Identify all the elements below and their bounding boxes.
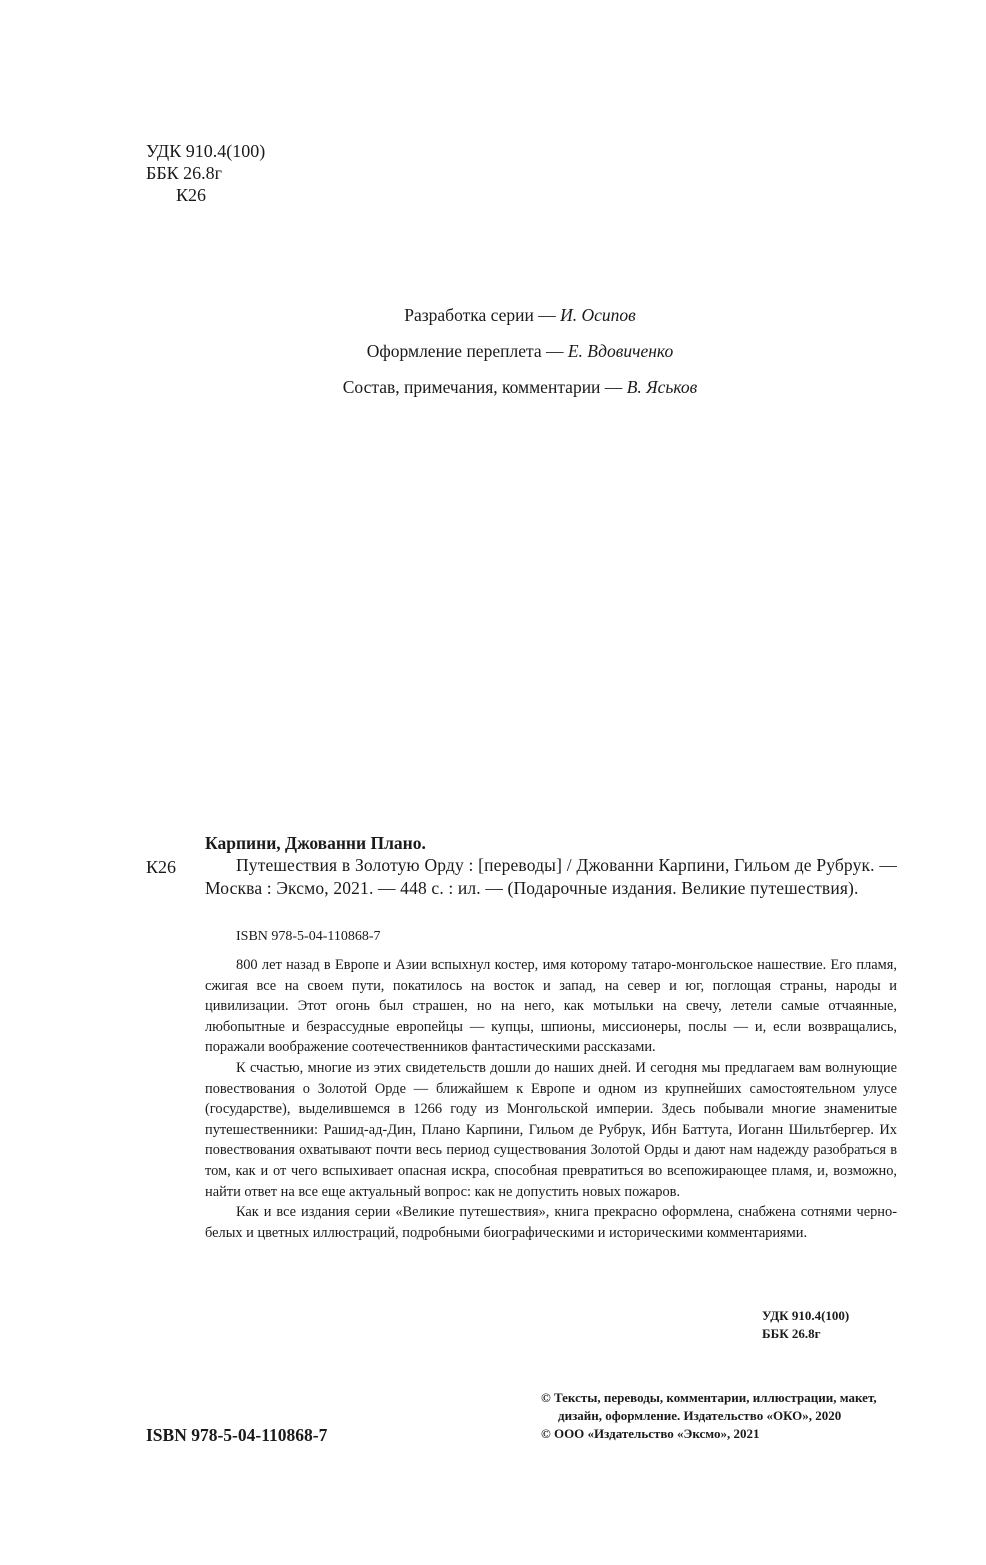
annotation (205, 955, 897, 1243)
udk-code: УДК 910.4(100) (762, 1308, 850, 1323)
classification-top (146, 140, 265, 206)
bbk-code: ББК 26.8г (146, 163, 223, 183)
credits (0, 305, 986, 413)
credit-role: Состав, примечания, комментарии — (342, 377, 627, 397)
credit-name: В. Яськов (626, 377, 698, 397)
credit-name: И. Осипов (560, 305, 636, 325)
classification-bottom (762, 1307, 849, 1343)
annotation-paragraph: 800 лет назад в Европе и Азии вспыхнул костер, имя которому татаро-монгольское нашествие. Его пламя, сжигая все на своем пути, покатилось на восток и запад, на север и юг, поглощая страны, народы и цивилизации. Этот огонь был страшен, но на него, как мотыльки на свечу, летели самые отчаянные, любопытные и безрассудные европейцы — купцы, шпионы, миссионеры, послы — и, если возвращались, поражали воображение соотечественников фантастическими рассказами. (205, 957, 897, 1056)
credit-role: Оформление переплета — (366, 341, 568, 361)
isbn-bottom: ISBN 978-5-04-110868-7 (146, 1425, 328, 1445)
bib-description: Путешествия в Золотую Орду : [переводы] / Джованни Карпини, Гильом де Рубрук. — Москва : Эксмо, 2021. — 448 с. : ил. — (Подарочные издания. Великие путешествия). (205, 855, 897, 898)
copyright (541, 1389, 899, 1443)
bib-author-mark: К26 (146, 857, 177, 877)
credit-series (0, 305, 986, 341)
credit-cover (0, 341, 986, 377)
copyright-line: © ООО «Издательство «Эксмо», 2021 (541, 1426, 760, 1441)
bib-isbn: ISBN 978-5-04-110868-7 (236, 929, 381, 944)
annotation-paragraph: К счастью, многие из этих свидетельств дошли до наших дней. И сегодня мы предлагаем вам волнующие повествования о Золотой Орде — ближайшем к Европе и одном из крупнейших самостоятельном улусе (государстве), выделившемся в 1266 году из Монгольской империи. Здесь побывали многие знаменитые путешественники: Рашид-ад-Дин, Плано Карпини, Гильом де Рубрук, Ибн Баттута, Иоганн Шильтбергер. Их повествования охватывают почти весь период существования Золотой Орды и дают нам надежду разобраться в том, как и от чего вспыхивает опасная искра, способная превратиться во всепожирающее пламя, и, возможно, найти ответ на все еще актуальный вопрос: как не допустить новых пожаров. (205, 1059, 897, 1200)
credit-name: Е. Вдовиченко (567, 341, 674, 361)
bib-author: Карпини, Джованни Плано. (205, 833, 426, 853)
udk-code: УДК 910.4(100) (146, 141, 266, 161)
credit-notes (0, 377, 986, 413)
bbk-code: ББК 26.8г (762, 1326, 821, 1341)
author-mark: К26 (176, 185, 207, 205)
credit-role: Разработка серии — (404, 305, 561, 325)
copyright-line: дизайн, оформление. Издательство «ОКО», 2020 (558, 1408, 842, 1423)
copyright-line: © Тексты, переводы, комментарии, иллюстрации, макет, (541, 1390, 877, 1405)
annotation-paragraph: Как и все издания серии «Великие путешествия», книга прекрасно оформлена, снабжена сотнями черно-белых и цветных иллюстраций, подробными биографическими и историческими комментариями. (205, 1204, 897, 1241)
